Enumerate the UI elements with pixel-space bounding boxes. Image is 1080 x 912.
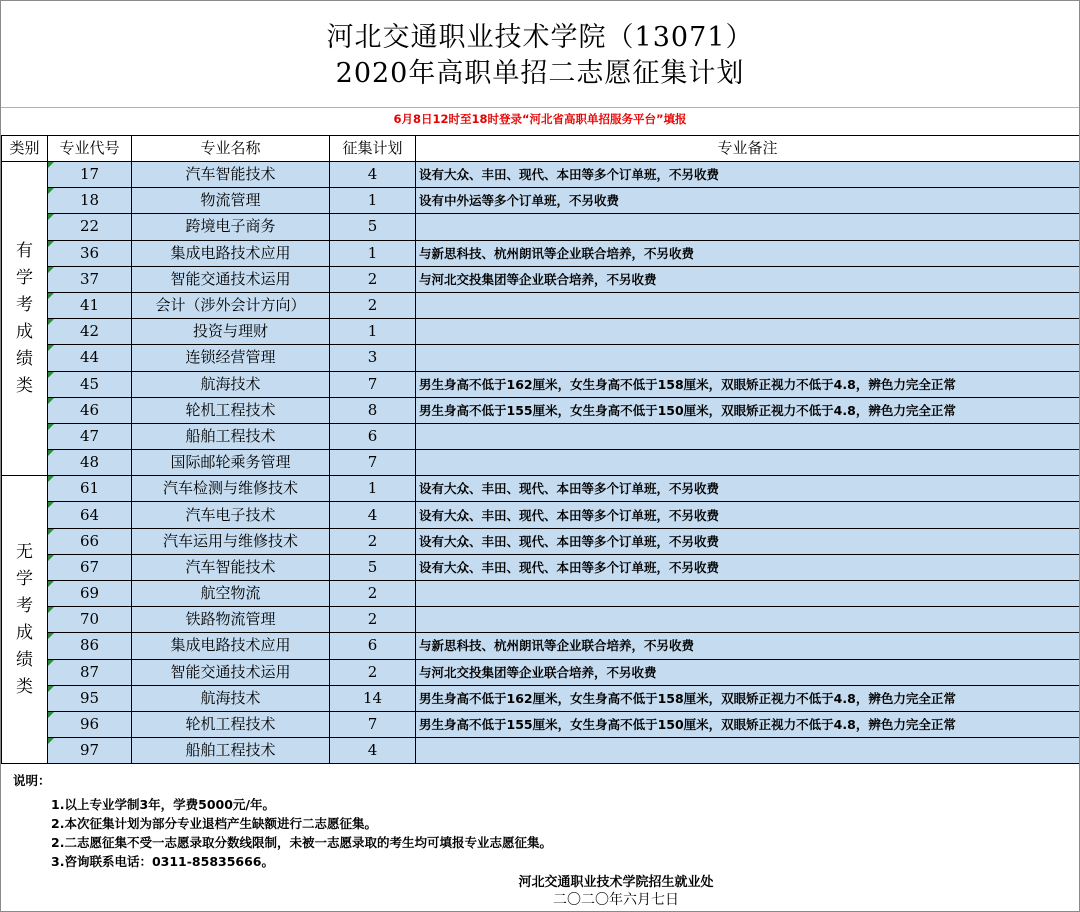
code-cell: 61 bbox=[48, 476, 132, 502]
count-cell: 4 bbox=[330, 738, 416, 764]
code-cell: 18 bbox=[48, 188, 132, 214]
header-note: 专业备注 bbox=[416, 136, 1080, 162]
name-cell: 汽车检测与维修技术 bbox=[132, 476, 330, 502]
note-cell: 男生身高不低于162厘米，女生身高不低于158厘米，双眼矫正视力不低于4.8，辨色力完全正常 bbox=[416, 371, 1080, 397]
footer-notes bbox=[1, 767, 1079, 911]
table-row bbox=[2, 371, 1080, 397]
name-cell: 智能交通技术运用 bbox=[132, 266, 330, 292]
count-cell: 1 bbox=[330, 476, 416, 502]
code-cell: 48 bbox=[48, 450, 132, 476]
note-cell bbox=[416, 319, 1080, 345]
table-row bbox=[2, 502, 1080, 528]
note-cell: 设有大众、丰田、现代、本田等多个订单班，不另收费 bbox=[416, 528, 1080, 554]
table-row bbox=[2, 397, 1080, 423]
notes-label: 说明： bbox=[13, 773, 51, 788]
name-cell: 船舶工程技术 bbox=[132, 738, 330, 764]
count-cell: 14 bbox=[330, 685, 416, 711]
count-cell: 1 bbox=[330, 188, 416, 214]
note-cell: 与新思科技、杭州朗讯等企业联合培养，不另收费 bbox=[416, 633, 1080, 659]
count-cell: 6 bbox=[330, 423, 416, 449]
name-cell: 汽车运用与维修技术 bbox=[132, 528, 330, 554]
name-cell: 船舶工程技术 bbox=[132, 423, 330, 449]
count-cell: 7 bbox=[330, 371, 416, 397]
note-item: 3.咨询联系电话：0311-85835666。 bbox=[51, 854, 275, 869]
table-row bbox=[2, 476, 1080, 502]
note-cell: 男生身高不低于162厘米，女生身高不低于158厘米，双眼矫正视力不低于4.8，辨色力完全正常 bbox=[416, 685, 1080, 711]
name-cell: 投资与理财 bbox=[132, 319, 330, 345]
table-row bbox=[2, 240, 1080, 266]
code-cell: 67 bbox=[48, 554, 132, 580]
note-cell: 设有大众、丰田、现代、本田等多个订单班，不另收费 bbox=[416, 476, 1080, 502]
registration-notice: 6月8日12时至18时登录“河北省高职单招服务平台”填报 bbox=[1, 107, 1079, 130]
count-cell: 4 bbox=[330, 162, 416, 188]
note-cell bbox=[416, 292, 1080, 318]
table-row bbox=[2, 214, 1080, 240]
table-row bbox=[2, 188, 1080, 214]
code-cell: 17 bbox=[48, 162, 132, 188]
code-cell: 70 bbox=[48, 607, 132, 633]
note-cell bbox=[416, 345, 1080, 371]
count-cell: 4 bbox=[330, 502, 416, 528]
code-cell: 36 bbox=[48, 240, 132, 266]
code-cell: 96 bbox=[48, 711, 132, 737]
name-cell: 航海技术 bbox=[132, 685, 330, 711]
category-cell: 无 学 考 成 绩 类 bbox=[2, 476, 48, 764]
name-cell: 物流管理 bbox=[132, 188, 330, 214]
code-cell: 37 bbox=[48, 266, 132, 292]
page-title: 河北交通职业技术学院（13071） bbox=[326, 22, 754, 53]
name-cell: 汽车智能技术 bbox=[132, 554, 330, 580]
code-cell: 44 bbox=[48, 345, 132, 371]
note-cell: 设有大众、丰田、现代、本田等多个订单班，不另收费 bbox=[416, 502, 1080, 528]
count-cell: 2 bbox=[330, 528, 416, 554]
table-row bbox=[2, 738, 1080, 764]
header-category: 类别 bbox=[2, 136, 48, 162]
table-row bbox=[2, 659, 1080, 685]
plan-table bbox=[1, 135, 1080, 764]
name-cell: 轮机工程技术 bbox=[132, 711, 330, 737]
table-row bbox=[2, 633, 1080, 659]
count-cell: 2 bbox=[330, 607, 416, 633]
table-row bbox=[2, 345, 1080, 371]
count-cell: 2 bbox=[330, 581, 416, 607]
name-cell: 轮机工程技术 bbox=[132, 397, 330, 423]
header-name: 专业名称 bbox=[132, 136, 330, 162]
name-cell: 航空物流 bbox=[132, 581, 330, 607]
code-cell: 42 bbox=[48, 319, 132, 345]
code-cell: 46 bbox=[48, 397, 132, 423]
table-row bbox=[2, 581, 1080, 607]
table-row bbox=[2, 292, 1080, 318]
name-cell: 会计（涉外会计方向） bbox=[132, 292, 330, 318]
name-cell: 集成电路技术应用 bbox=[132, 240, 330, 266]
table-row bbox=[2, 450, 1080, 476]
table-row bbox=[2, 319, 1080, 345]
count-cell: 5 bbox=[330, 214, 416, 240]
table-row bbox=[2, 528, 1080, 554]
note-cell bbox=[416, 214, 1080, 240]
name-cell: 铁路物流管理 bbox=[132, 607, 330, 633]
note-cell bbox=[416, 423, 1080, 449]
office-signature: 河北交通职业技术学院招生就业处 bbox=[518, 875, 714, 890]
name-cell: 汽车智能技术 bbox=[132, 162, 330, 188]
code-cell: 97 bbox=[48, 738, 132, 764]
note-cell: 与新思科技、杭州朗讯等企业联合培养，不另收费 bbox=[416, 240, 1080, 266]
table-header-row bbox=[2, 136, 1080, 162]
note-cell bbox=[416, 738, 1080, 764]
name-cell: 跨境电子商务 bbox=[132, 214, 330, 240]
code-cell: 22 bbox=[48, 214, 132, 240]
count-cell: 2 bbox=[330, 292, 416, 318]
note-cell: 设有大众、丰田、现代、本田等多个订单班，不另收费 bbox=[416, 162, 1080, 188]
note-cell: 设有大众、丰田、现代、本田等多个订单班，不另收费 bbox=[416, 554, 1080, 580]
note-cell: 与河北交投集团等企业联合培养，不另收费 bbox=[416, 266, 1080, 292]
count-cell: 2 bbox=[330, 659, 416, 685]
note-cell: 与河北交投集团等企业联合培养，不另收费 bbox=[416, 659, 1080, 685]
note-cell: 男生身高不低于155厘米，女生身高不低于150厘米，双眼矫正视力不低于4.8，辨色力完全正常 bbox=[416, 711, 1080, 737]
name-cell: 国际邮轮乘务管理 bbox=[132, 450, 330, 476]
count-cell: 5 bbox=[330, 554, 416, 580]
code-cell: 87 bbox=[48, 659, 132, 685]
code-cell: 45 bbox=[48, 371, 132, 397]
count-cell: 6 bbox=[330, 633, 416, 659]
table-row bbox=[2, 607, 1080, 633]
name-cell: 智能交通技术运用 bbox=[132, 659, 330, 685]
code-cell: 66 bbox=[48, 528, 132, 554]
count-cell: 1 bbox=[330, 319, 416, 345]
note-item: 2.本次征集计划为部分专业退档产生缺额进行二志愿征集。 bbox=[51, 816, 377, 831]
count-cell: 2 bbox=[330, 266, 416, 292]
table-row bbox=[2, 685, 1080, 711]
count-cell: 8 bbox=[330, 397, 416, 423]
note-cell bbox=[416, 581, 1080, 607]
table-row bbox=[2, 711, 1080, 737]
header-code: 专业代号 bbox=[48, 136, 132, 162]
note-cell: 设有中外运等多个订单班，不另收费 bbox=[416, 188, 1080, 214]
table-row bbox=[2, 162, 1080, 188]
issue-date: 二〇二〇年六月七日 bbox=[553, 892, 679, 908]
name-cell: 航海技术 bbox=[132, 371, 330, 397]
name-cell: 连锁经营管理 bbox=[132, 345, 330, 371]
code-cell: 41 bbox=[48, 292, 132, 318]
code-cell: 47 bbox=[48, 423, 132, 449]
count-cell: 7 bbox=[330, 711, 416, 737]
code-cell: 64 bbox=[48, 502, 132, 528]
code-cell: 86 bbox=[48, 633, 132, 659]
count-cell: 3 bbox=[330, 345, 416, 371]
count-cell: 7 bbox=[330, 450, 416, 476]
note-cell bbox=[416, 450, 1080, 476]
name-cell: 集成电路技术应用 bbox=[132, 633, 330, 659]
page-subtitle: 2020年高职单招二志愿征集计划 bbox=[335, 58, 745, 89]
note-cell: 男生身高不低于155厘米，女生身高不低于150厘米，双眼矫正视力不低于4.8，辨色力完全正常 bbox=[416, 397, 1080, 423]
note-cell bbox=[416, 607, 1080, 633]
table-row bbox=[2, 554, 1080, 580]
table-row bbox=[2, 423, 1080, 449]
count-cell: 1 bbox=[330, 240, 416, 266]
code-cell: 95 bbox=[48, 685, 132, 711]
table-row bbox=[2, 266, 1080, 292]
note-item: 1.以上专业学制3年，学费5000元/年。 bbox=[51, 797, 275, 812]
header-count: 征集计划 bbox=[330, 136, 416, 162]
code-cell: 69 bbox=[48, 581, 132, 607]
category-cell: 有 学 考 成 绩 类 bbox=[2, 162, 48, 476]
name-cell: 汽车电子技术 bbox=[132, 502, 330, 528]
note-item: 2.二志愿征集不受一志愿录取分数线限制，未被一志愿录取的考生均可填报专业志愿征集。 bbox=[51, 835, 552, 850]
